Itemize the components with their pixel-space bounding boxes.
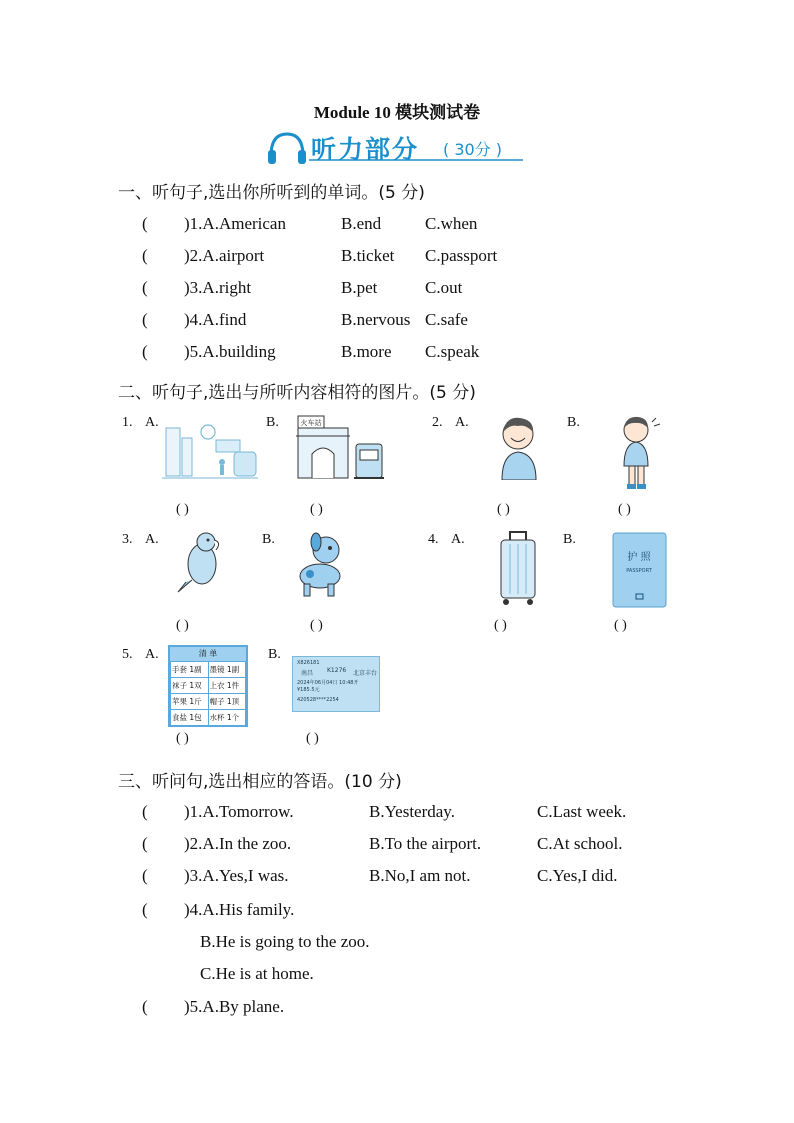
list-cell: 苹果 1斤 [171,694,209,710]
list-title: 清 单 [170,647,246,661]
answer-blank[interactable]: ( ) [494,618,507,633]
answer-blank[interactable]: ( ) [310,618,323,633]
answer-paren[interactable]: ( [142,834,148,853]
question-1-option-b: B.Yesterday. [369,802,455,821]
answer-paren[interactable]: ( [142,214,148,233]
list-row [171,694,246,710]
q5-a-label: A. [145,647,159,662]
list-cell: 食盐 1包 [171,710,209,726]
q1-a-label: A. [145,415,159,430]
question-2-option-a: )2.A.In the zoo. [184,834,292,853]
question-4-option-b: B.He is going to the zoo. [200,932,370,951]
list-cell: 帽子 1顶 [208,694,246,710]
page-title: Module 10 模块测试卷 [313,103,481,122]
q2-label: 2. [432,415,443,430]
question-3-option-c: C.out [425,278,463,297]
question-4-option-a: )4.A.find [184,310,247,329]
q3-a-label: A. [145,532,159,547]
ticket-from: 南昌 [301,670,314,677]
train-station-image [294,414,384,480]
list-cell: 墨镜 1副 [208,662,246,678]
list-cell: 袜子 1双 [171,678,209,694]
question-3-option-b: B.pet [341,278,378,297]
question-1-option-a: )1.A.Tomorrow. [184,802,294,821]
ticket-date: 2024年06月04日 10:48开 [297,680,359,686]
suitcase-image [498,530,538,606]
section3-heading: 三、听问句,选出相应的答语。(10 分) [118,772,402,792]
question-2-option-a: )2.A.airport [184,246,265,265]
list-row [171,710,246,726]
question-2-option-c: C.passport [425,246,498,265]
q2-a-label: A. [455,415,469,430]
list-cell: 水杯 1个 [208,710,246,726]
answer-blank[interactable]: ( ) [497,502,510,517]
q5-label: 5. [122,647,133,662]
street-scene-image [162,418,258,480]
list-row [171,678,246,694]
question-5-option-a: )5.A.building [184,342,276,361]
answer-blank[interactable]: ( ) [310,502,323,517]
q2-b-label: B. [567,415,580,430]
section1-heading: 一、听句子,选出你所听到的单词。(5 分) [118,183,425,203]
ticket-price: ¥185.5元 [297,687,320,693]
question-1-option-c: C.when [425,214,478,233]
question-4-option-c: C.safe [425,310,468,329]
station-sign: 火车站 [300,419,322,427]
ticket-to: 北京丰台 [353,670,378,677]
answer-blank[interactable]: ( ) [306,731,319,746]
question-4-option-c: C.He is at home. [200,964,314,983]
q4-a-label: A. [451,532,465,547]
ticket-train: K1276 [327,667,347,674]
banner-score: ( 30分 ) [443,140,503,159]
answer-paren[interactable]: ( [142,866,148,885]
answer-paren[interactable]: ( [142,310,148,329]
answer-paren[interactable]: ( [142,802,148,821]
answer-blank[interactable]: ( ) [614,618,627,633]
passport-image [612,532,668,608]
question-5-option-b: B.more [341,342,392,361]
q3-b-label: B. [262,532,275,547]
answer-paren[interactable]: ( [142,278,148,297]
question-3-option-b: B.No,I am not. [369,866,471,885]
answer-paren[interactable]: ( [142,997,148,1016]
question-1-option-a: )1.A.American [184,214,286,233]
question-3-option-c: C.Yes,I did. [537,866,618,885]
list-table [170,661,246,726]
question-3-option-a: )3.A.right [184,278,252,297]
listening-banner [265,128,527,168]
question-1-option-b: B.end [341,214,382,233]
question-1-option-c: C.Last week. [537,802,627,821]
question-2-option-b: B.To the airport. [369,834,482,853]
list-cell: 手套 1副 [171,662,209,678]
passport-sub: PASSPORT [626,568,652,574]
q1-label: 1. [122,415,133,430]
question-5-option-a: )5.A.By plane. [184,997,285,1016]
shopping-list-image [168,645,248,727]
nervous-boy-image [614,414,666,492]
banner-title: 听力部分 [311,135,420,164]
answer-paren[interactable]: ( [142,900,148,919]
q1-b-label: B. [266,415,279,430]
q4-label: 4. [428,532,439,547]
answer-blank[interactable]: ( ) [176,731,189,746]
answer-blank[interactable]: ( ) [618,502,631,517]
passport-title: 护 照 [627,552,651,563]
answer-blank[interactable]: ( ) [176,618,189,633]
parrot-image [172,530,230,596]
question-2-option-b: B.ticket [341,246,395,265]
question-3-option-a: )3.A.Yes,I was. [184,866,289,885]
answer-blank[interactable]: ( ) [176,502,189,517]
ticket-code: X826181 [297,660,320,666]
train-ticket-image [292,656,380,712]
q5-b-label: B. [268,647,281,662]
happy-boy-image [496,414,544,480]
question-4-option-b: B.nervous [341,310,411,329]
answer-paren[interactable]: ( [142,246,148,265]
ticket-id: 420528****2254 [297,697,339,703]
list-row [171,662,246,678]
answer-paren[interactable]: ( [142,342,148,361]
list-cell: 上衣 1件 [208,678,246,694]
question-2-option-c: C.At school. [537,834,623,853]
dog-image [290,532,352,600]
q4-b-label: B. [563,532,576,547]
q3-label: 3. [122,532,133,547]
section2-heading: 二、听句子,选出与所听内容相符的图片。(5 分) [118,383,476,403]
question-4-option-a: )4.A.His family. [184,900,295,919]
question-5-option-c: C.speak [425,342,480,361]
